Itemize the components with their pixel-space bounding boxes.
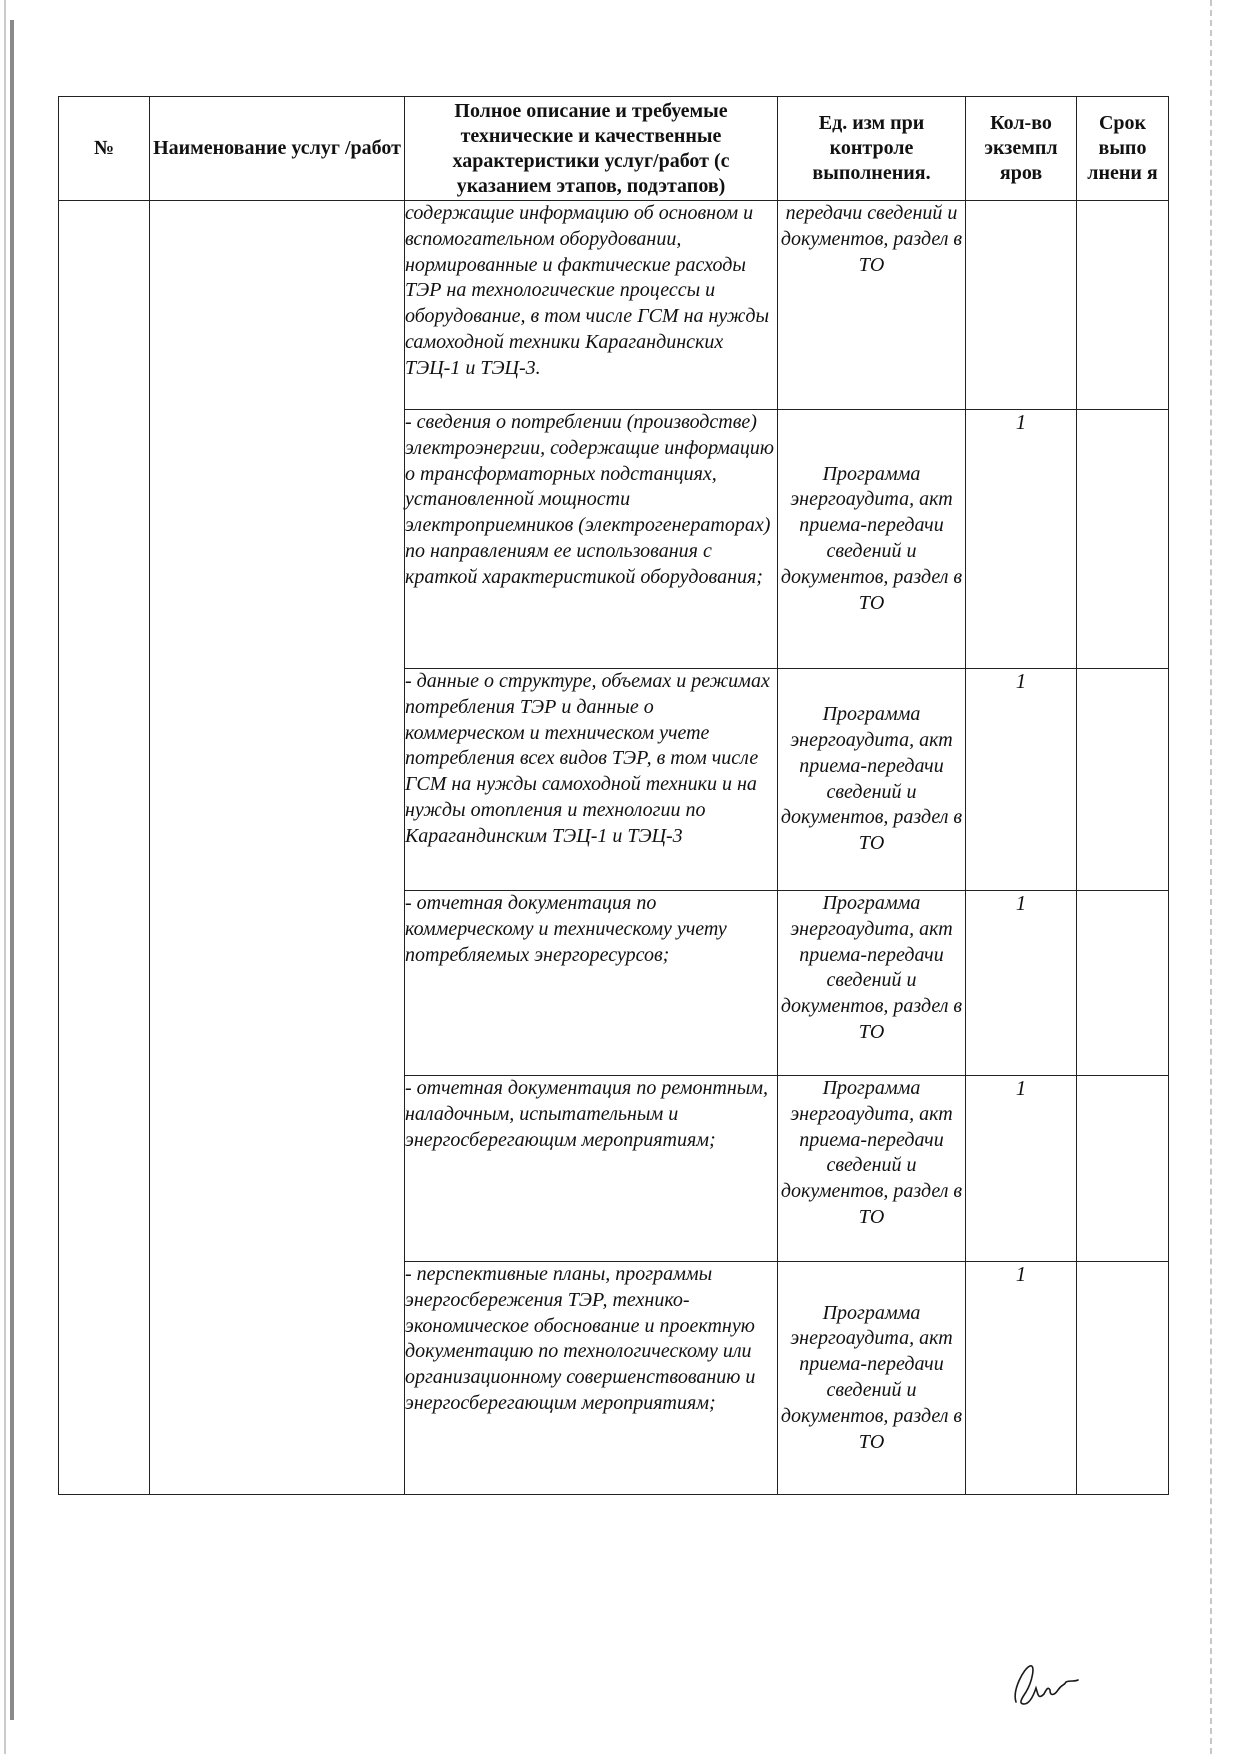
number-cell-merged bbox=[59, 201, 150, 1495]
header-number: № bbox=[59, 97, 150, 201]
header-unit: Ед. изм при контроле выполнения. bbox=[778, 97, 966, 201]
name-cell-merged bbox=[150, 201, 405, 1495]
quantity-cell bbox=[966, 201, 1077, 410]
services-table bbox=[58, 96, 1169, 1495]
description-cell: - перспективные планы, программы энергосбережения ТЭР, технико-экономическое обоснование и проектную документацию по технологическому или организационному совершенствованию и энергосберегающим мероприятиям; bbox=[405, 1262, 778, 1495]
header-service-name: Наименование услуг /работ bbox=[150, 97, 405, 201]
description-cell: - отчетная документация по коммерческому и техническому учету потребляемых энергоресурсов; bbox=[405, 891, 778, 1076]
scan-edge-left bbox=[10, 20, 14, 1720]
description-cell: - отчетная документация по ремонтным, наладочным, испытательным и энергосберегающим мероприятиям; bbox=[405, 1076, 778, 1262]
term-cell bbox=[1077, 1262, 1169, 1495]
description-cell: - данные о структуре, объемах и режимах потребления ТЭР и данные о коммерческом и техническом учете потребления всех видов ТЭР, в том числе ГСМ на нужды самоходной техники и на нужды отопления и технологии по Карагандинским ТЭЦ-1 и ТЭЦ-3 bbox=[405, 669, 778, 891]
handwritten-signature bbox=[1010, 1660, 1080, 1710]
table-row bbox=[59, 201, 1169, 410]
description-cell: - сведения о потреблении (производстве) электроэнергии, содержащие информацию о трансформаторных подстанциях, установленной мощности электроприемников (электрогенераторах) по направлениям ее использования с краткой характеристикой оборудования; bbox=[405, 410, 778, 669]
term-cell bbox=[1077, 201, 1169, 410]
unit-cell: Программа энергоаудита, акт приема-передачи сведений и документов, раздел в ТО bbox=[778, 1262, 966, 1495]
unit-cell: передачи сведений и документов, раздел в ТО bbox=[778, 201, 966, 410]
quantity-cell: 1 bbox=[966, 1076, 1077, 1262]
unit-cell: Программа энергоаудита, акт приема-передачи сведений и документов, раздел в ТО bbox=[778, 410, 966, 669]
term-cell bbox=[1077, 669, 1169, 891]
header-row bbox=[59, 97, 1169, 201]
quantity-cell: 1 bbox=[966, 891, 1077, 1076]
scan-edge-right bbox=[1208, 0, 1212, 1754]
term-cell bbox=[1077, 1076, 1169, 1262]
header-quantity: Кол-во экземпл яров bbox=[966, 97, 1077, 201]
header-description: Полное описание и требуемые технические и качественные характеристики услуг/работ (с указанием этапов, подэтапов) bbox=[405, 97, 778, 201]
header-term: Срок выпо лнени я bbox=[1077, 97, 1169, 201]
term-cell bbox=[1077, 891, 1169, 1076]
description-cell: содержащие информацию об основном и вспомогательном оборудовании, нормированные и фактические расходы ТЭР на технологические процессы и оборудование, в том числе ГСМ на нужды самоходной техники Карагандинских ТЭЦ-1 и ТЭЦ-3. bbox=[405, 201, 778, 410]
unit-cell: Программа энергоаудита, акт приема-передачи сведений и документов, раздел в ТО bbox=[778, 891, 966, 1076]
unit-cell: Программа энергоаудита, акт приема-передачи сведений и документов, раздел в ТО bbox=[778, 1076, 966, 1262]
quantity-cell: 1 bbox=[966, 1262, 1077, 1495]
quantity-cell: 1 bbox=[966, 410, 1077, 669]
term-cell bbox=[1077, 410, 1169, 669]
scan-edge-left-outer bbox=[4, 0, 6, 1754]
unit-cell: Программа энергоаудита, акт приема-передачи сведений и документов, раздел в ТО bbox=[778, 669, 966, 891]
quantity-cell: 1 bbox=[966, 669, 1077, 891]
